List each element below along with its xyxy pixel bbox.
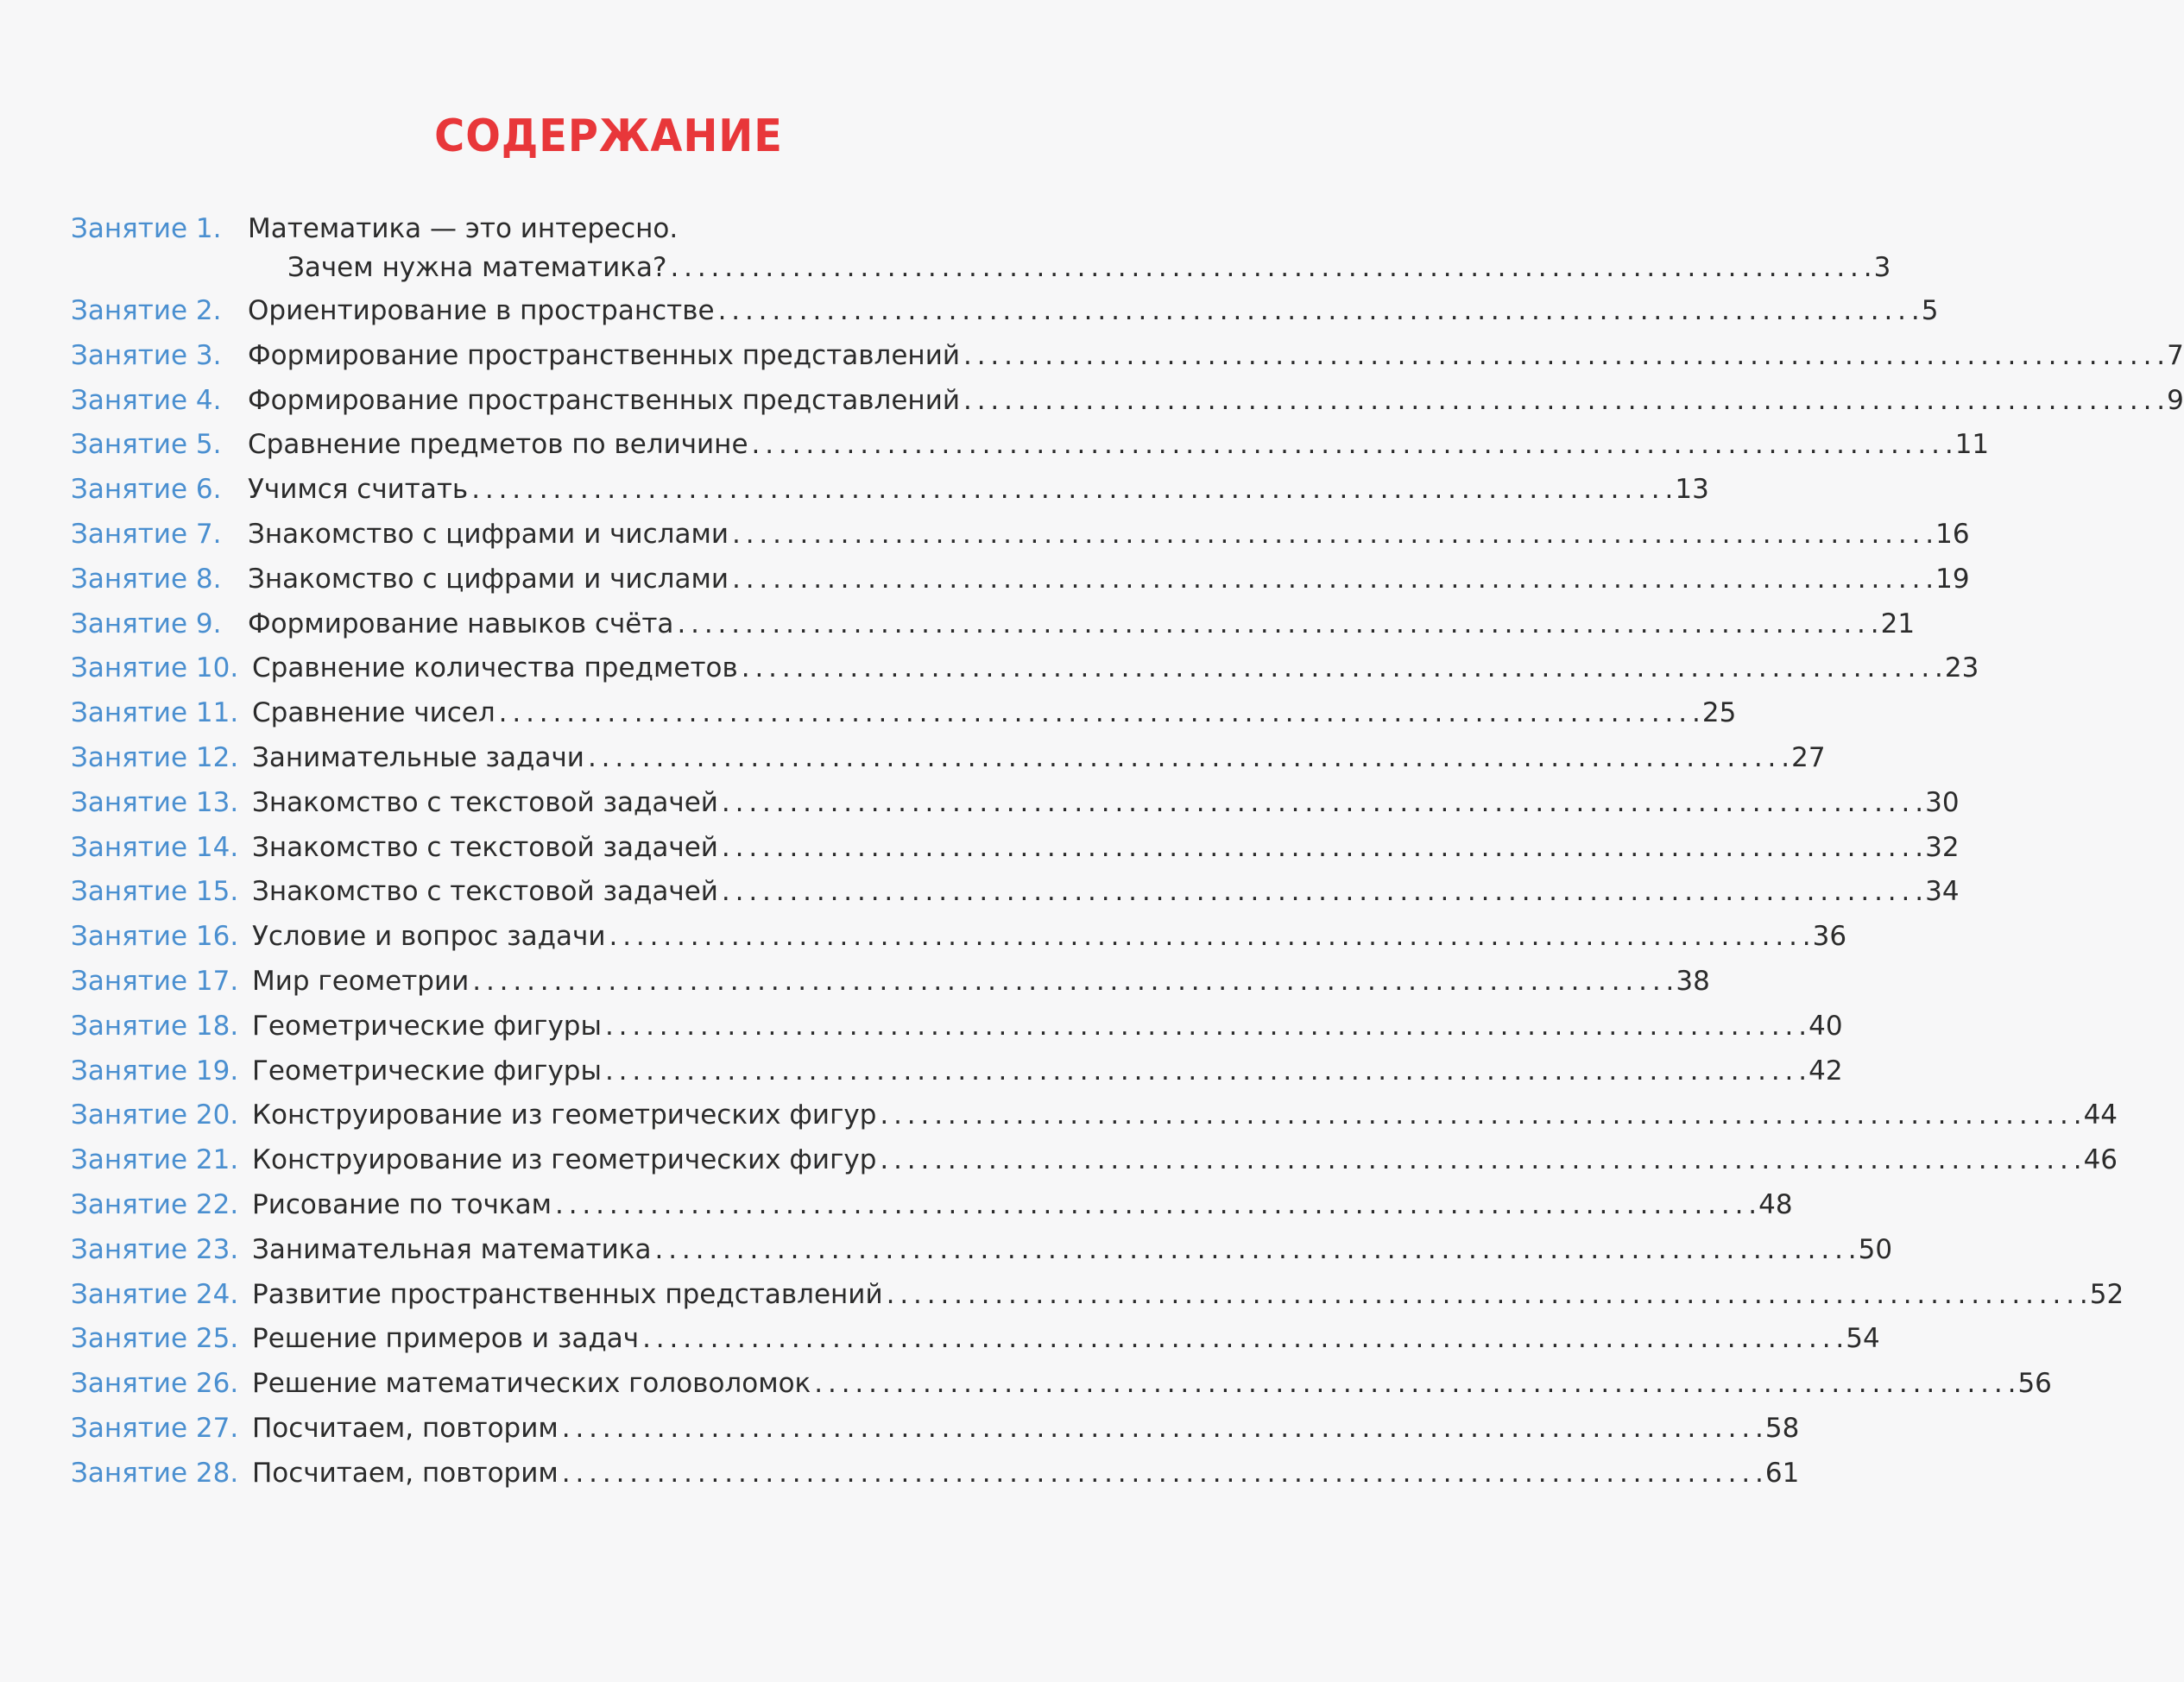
toc-list xyxy=(71,213,2184,1502)
toc-entry-label: Занятие 26. xyxy=(71,1368,239,1400)
toc-entry-body xyxy=(252,965,1710,997)
toc-entry-17[interactable] xyxy=(71,965,1710,1011)
toc-entry-18[interactable] xyxy=(71,1010,1843,1055)
toc-entry-body xyxy=(252,921,1847,953)
toc-entry-label: Занятие 27. xyxy=(71,1412,239,1444)
toc-entry-page: 36 xyxy=(1812,921,1847,953)
toc-entry-page: 56 xyxy=(2017,1368,2052,1400)
dot-leader xyxy=(880,1144,2080,1175)
toc-entry-label: Занятие 16. xyxy=(71,921,239,953)
toc-entry-body xyxy=(252,1278,2124,1310)
toc-entry-title: Знакомство с текстовой задачей xyxy=(252,876,718,908)
toc-entry-label: Занятие 9. xyxy=(71,608,222,639)
dot-leader xyxy=(677,608,1877,639)
toc-entry-title: Геометрические фигуры xyxy=(252,1055,602,1087)
toc-entry-title: Конструирование из геометрических фигур xyxy=(252,1144,877,1176)
toc-entry-label: Занятие 4. xyxy=(71,384,222,416)
dot-leader xyxy=(471,474,1671,505)
toc-entry-title: Посчитаем, повторим xyxy=(252,1412,559,1444)
toc-entry-title: Сравнение количества предметов xyxy=(252,652,738,684)
toc-entry-body xyxy=(248,213,1890,283)
toc-entry-title: Формирование пространственных представлений xyxy=(248,384,960,416)
toc-entry-22[interactable] xyxy=(71,1188,1793,1234)
toc-entry-body xyxy=(252,1144,2118,1176)
dot-leader xyxy=(752,429,1952,460)
toc-entry-body xyxy=(252,786,1960,818)
toc-entry-1[interactable] xyxy=(71,213,1891,295)
dot-leader xyxy=(732,564,1932,595)
toc-entry-body xyxy=(252,1233,1893,1265)
toc-entry-title: Знакомство с текстовой задачей xyxy=(252,831,718,863)
toc-entry-title: Решение примеров и задач xyxy=(252,1323,640,1355)
dot-leader xyxy=(880,1099,2080,1131)
toc-entry-title: Сравнение предметов по величине xyxy=(248,429,748,461)
toc-entry-body xyxy=(248,474,1709,506)
dot-leader xyxy=(670,252,1870,283)
toc-entry-title: Решение математических головоломок xyxy=(252,1368,811,1400)
toc-entry-label: Занятие 10. xyxy=(71,652,239,684)
dot-leader xyxy=(605,1055,1805,1087)
toc-entry-21[interactable] xyxy=(71,1144,2118,1189)
toc-entry-label: Занятие 2. xyxy=(71,295,222,326)
toc-entry-7[interactable] xyxy=(71,518,1970,564)
toc-entry-16[interactable] xyxy=(71,921,1847,966)
toc-entry-title: Посчитаем, повторим xyxy=(252,1457,559,1489)
dot-leader xyxy=(722,876,1922,907)
toc-entry-page: 19 xyxy=(1935,563,1970,595)
toc-entry-title-continuation xyxy=(248,252,1890,283)
toc-entry-page: 5 xyxy=(1921,295,1939,326)
toc-entry-label: Занятие 28. xyxy=(71,1457,239,1489)
toc-entry-label: Занятие 3. xyxy=(71,339,222,371)
toc-entry-label: Занятие 8. xyxy=(71,563,222,595)
dot-leader xyxy=(722,832,1922,863)
toc-entry-label: Занятие 19. xyxy=(71,1055,239,1087)
toc-entry-label: Занятие 13. xyxy=(71,786,239,818)
toc-entry-9[interactable] xyxy=(71,608,1916,653)
toc-entry-page: 48 xyxy=(1758,1188,1793,1220)
toc-entry-page: 7 xyxy=(2167,339,2184,371)
dot-leader xyxy=(718,295,1918,326)
toc-entry-page: 27 xyxy=(1791,741,1826,773)
toc-entry-title: Геометрические фигуры xyxy=(252,1010,602,1042)
toc-entry-12[interactable] xyxy=(71,741,1826,787)
dot-leader xyxy=(609,921,1808,952)
toc-entry-25[interactable] xyxy=(71,1323,1880,1368)
dot-leader xyxy=(963,385,2163,416)
toc-entry-23[interactable] xyxy=(71,1233,1893,1279)
toc-entry-label: Занятие 18. xyxy=(71,1010,239,1042)
toc-entry-label: Занятие 1. xyxy=(71,213,222,244)
toc-entry-body xyxy=(248,429,1990,461)
toc-entry-body xyxy=(252,1055,1843,1087)
toc-entry-page: 3 xyxy=(1873,252,1891,283)
toc-entry-title: Математика — это интересно. xyxy=(248,213,679,244)
toc-entry-page: 61 xyxy=(1764,1457,1800,1489)
toc-entry-page: 58 xyxy=(1764,1412,1800,1444)
dot-leader xyxy=(499,697,1699,728)
dot-leader xyxy=(722,787,1922,818)
toc-entry-10[interactable] xyxy=(71,652,1979,697)
toc-entry-label: Занятие 14. xyxy=(71,831,239,863)
toc-entry-body xyxy=(252,652,1979,684)
toc-entry-body xyxy=(252,1457,1800,1489)
toc-entry-title: Знакомство с цифрами и числами xyxy=(248,563,729,595)
toc-entry-20[interactable] xyxy=(71,1099,2118,1144)
toc-entry-title: Развитие пространственных представлений xyxy=(252,1278,883,1310)
toc-entry-body xyxy=(252,1099,2118,1131)
toc-entry-page: 40 xyxy=(1808,1010,1843,1042)
dot-leader xyxy=(562,1458,1762,1489)
toc-entry-label: Занятие 23. xyxy=(71,1233,239,1265)
dot-leader xyxy=(605,1011,1805,1042)
toc-entry-5[interactable] xyxy=(71,429,1990,474)
toc-entry-page: 16 xyxy=(1935,518,1970,550)
toc-entry-13[interactable] xyxy=(71,786,1960,832)
toc-entry-title: Занимательная математика xyxy=(252,1233,652,1265)
toc-entry-page: 44 xyxy=(2083,1099,2118,1131)
toc-entry-body xyxy=(248,608,1916,639)
toc-entry-title: Условие и вопрос задачи xyxy=(252,921,606,953)
toc-entry-body xyxy=(252,831,1960,863)
toc-entry-title: Ориентирование в пространстве xyxy=(248,295,715,326)
toc-entry-page: 11 xyxy=(1954,429,1990,461)
toc-entry-subtitle: Зачем нужна математика? xyxy=(287,252,667,283)
toc-entry-body xyxy=(248,518,1970,550)
toc-entry-title: Формирование пространственных представлений xyxy=(248,339,960,371)
toc-entry-page: 13 xyxy=(1675,474,1709,506)
toc-entry-title: Рисование по точкам xyxy=(252,1188,552,1220)
toc-entry-body xyxy=(252,876,1960,908)
toc-entry-label: Занятие 12. xyxy=(71,741,239,773)
toc-entry-8[interactable] xyxy=(71,563,1970,608)
toc-entry-page: 32 xyxy=(1925,831,1960,863)
toc-entry-2[interactable] xyxy=(71,295,1939,340)
toc-entry-body xyxy=(248,563,1970,595)
toc-entry-page: 46 xyxy=(2083,1144,2118,1176)
dot-leader xyxy=(814,1368,2014,1399)
toc-entry-14[interactable] xyxy=(71,831,1960,877)
dot-leader xyxy=(555,1189,1755,1220)
toc-entry-label: Занятие 11. xyxy=(71,697,239,729)
toc-entry-page: 38 xyxy=(1676,965,1710,997)
toc-entry-title: Мир геометрии xyxy=(252,965,470,997)
toc-entry-page: 34 xyxy=(1925,876,1960,908)
toc-entry-title: Знакомство с цифрами и числами xyxy=(248,518,729,550)
toc-entry-28[interactable] xyxy=(71,1457,1800,1502)
dot-leader xyxy=(654,1234,1854,1265)
toc-entry-body xyxy=(252,1010,1843,1042)
toc-entry-body xyxy=(252,1323,1880,1355)
toc-entry-body xyxy=(252,1188,1793,1220)
toc-entry-label: Занятие 15. xyxy=(71,876,239,908)
toc-entry-26[interactable] xyxy=(71,1368,2052,1413)
toc-entry-19[interactable] xyxy=(71,1055,1843,1100)
toc-entry-body xyxy=(248,339,2184,371)
toc-entry-body xyxy=(248,295,1939,326)
toc-entry-label: Занятие 5. xyxy=(71,429,222,461)
toc-entry-label: Занятие 20. xyxy=(71,1099,239,1131)
toc-entry-label: Занятие 24. xyxy=(71,1278,239,1310)
toc-entry-label: Занятие 17. xyxy=(71,965,239,997)
toc-entry-page: 25 xyxy=(1701,697,1737,729)
dot-leader xyxy=(732,519,1932,550)
toc-entry-page: 30 xyxy=(1925,786,1960,818)
toc-entry-label: Занятие 21. xyxy=(71,1144,239,1176)
toc-entry-page: 9 xyxy=(2167,384,2184,416)
toc-entry-body xyxy=(252,1412,1800,1444)
toc-entry-title: Сравнение чисел xyxy=(252,697,496,729)
toc-entry-page: 21 xyxy=(1880,608,1916,639)
dot-leader xyxy=(472,966,1672,997)
toc-entry-11[interactable] xyxy=(71,697,1737,742)
toc-entry-body xyxy=(252,741,1826,773)
toc-entry-page: 54 xyxy=(1846,1323,1880,1355)
dot-leader xyxy=(963,340,2163,371)
toc-entry-label: Занятие 22. xyxy=(71,1188,239,1220)
dot-leader xyxy=(742,652,1941,684)
toc-entry-title: Знакомство с текстовой задачей xyxy=(252,786,718,818)
toc-entry-page: 23 xyxy=(1944,652,1979,684)
dot-leader xyxy=(642,1323,1842,1354)
toc-entry-3[interactable] xyxy=(71,339,2184,385)
toc-entry-title: Учимся считать xyxy=(248,474,469,506)
toc-entry-27[interactable] xyxy=(71,1412,1800,1458)
toc-entry-page: 52 xyxy=(2089,1278,2124,1310)
toc-entry-6[interactable] xyxy=(71,474,1709,519)
toc-entry-24[interactable] xyxy=(71,1278,2124,1324)
toc-entry-title: Формирование навыков счёта xyxy=(248,608,674,639)
toc-entry-label: Занятие 7. xyxy=(71,518,222,550)
toc-entry-page: 42 xyxy=(1808,1055,1843,1087)
toc-entry-label: Занятие 25. xyxy=(71,1323,239,1355)
toc-entry-body xyxy=(252,697,1737,729)
page-title: СОДЕРЖАНИЕ xyxy=(434,110,783,162)
toc-entry-page: 50 xyxy=(1858,1233,1893,1265)
dot-leader xyxy=(887,1279,2086,1310)
dot-leader xyxy=(562,1413,1762,1444)
toc-entry-15[interactable] xyxy=(71,876,1960,921)
toc-entry-4[interactable] xyxy=(71,384,2184,430)
toc-entry-body xyxy=(252,1368,2052,1400)
toc-entry-title: Конструирование из геометрических фигур xyxy=(252,1099,877,1131)
dot-leader xyxy=(588,742,1788,773)
toc-entry-label: Занятие 6. xyxy=(71,474,222,506)
toc-entry-title: Занимательные задачи xyxy=(252,741,584,773)
toc-entry-body xyxy=(248,384,2184,416)
